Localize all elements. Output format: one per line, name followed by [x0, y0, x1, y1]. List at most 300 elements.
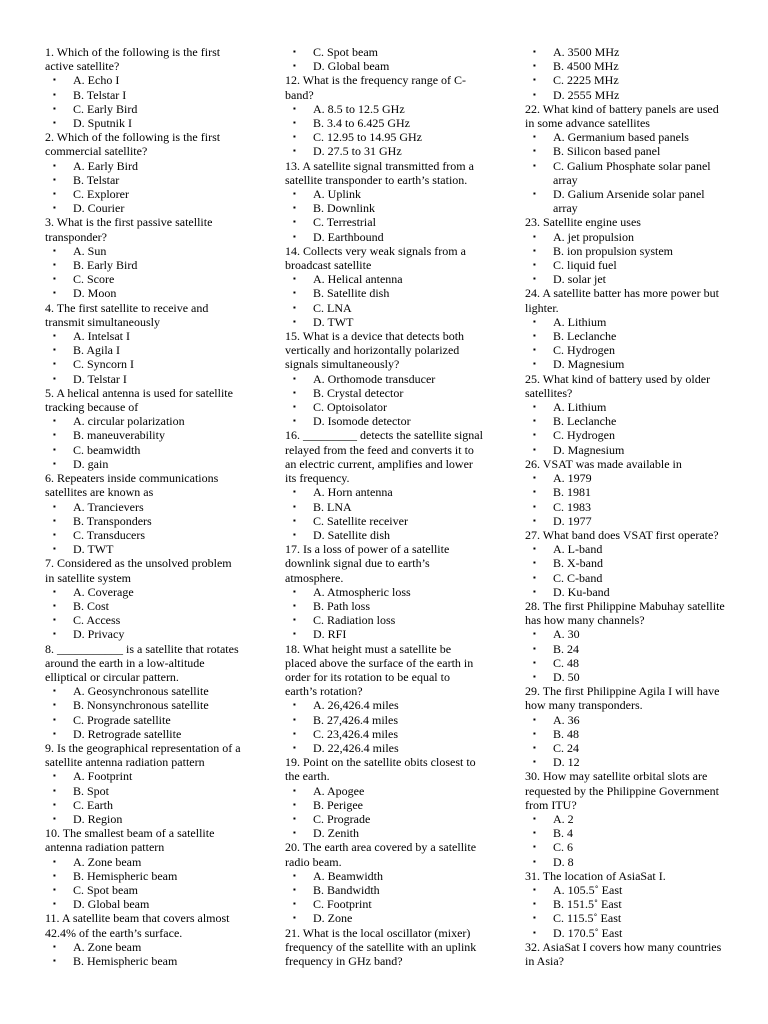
- bullet-square-icon: ▪: [293, 600, 296, 610]
- answer-option: [525, 329, 725, 343]
- question-block: [525, 684, 725, 769]
- answer-option: [45, 428, 243, 442]
- bullet-square-icon: ▪: [293, 813, 296, 823]
- answer-option: [525, 315, 725, 329]
- option-text: C. Hydrogen: [553, 428, 615, 443]
- bullet-square-icon: ▪: [533, 629, 536, 639]
- bullet-square-icon: ▪: [533, 899, 536, 909]
- bullet-square-icon: ▪: [53, 160, 56, 170]
- answer-option: [45, 357, 243, 371]
- answer-option: [45, 713, 243, 727]
- option-text: D. 170.5˚ East: [553, 925, 623, 940]
- option-text: A. 30: [553, 627, 580, 642]
- option-text: A. Sun: [73, 243, 107, 258]
- answer-option: [285, 315, 483, 329]
- option-text: B. 27,426.4 miles: [313, 712, 399, 727]
- option-text: B. 4500 MHz: [553, 59, 619, 74]
- bullet-square-icon: ▪: [53, 714, 56, 724]
- bullet-square-icon: ▪: [293, 714, 296, 724]
- question-block: [45, 215, 243, 300]
- answer-option: [45, 414, 243, 428]
- bullet-square-icon: ▪: [533, 586, 536, 596]
- bullet-square-icon: ▪: [293, 629, 296, 639]
- option-text: B. LNA: [313, 499, 352, 514]
- option-text: A. Geosynchronous satellite: [73, 684, 209, 699]
- answer-option: [525, 45, 725, 59]
- option-text: A. Orthomode transducer: [313, 371, 436, 386]
- answer-option: [45, 542, 243, 556]
- bullet-square-icon: ▪: [533, 402, 536, 412]
- option-text: D. 22,426.4 miles: [313, 740, 399, 755]
- question-block: [525, 45, 725, 102]
- bullet-square-icon: ▪: [53, 260, 56, 270]
- answer-option: [525, 713, 725, 727]
- question-text: 21. What is the local oscillator (mixer) frequency of the satellite with an uplink frequency in GHz band?: [285, 925, 477, 968]
- option-text: A. Lithium: [553, 314, 607, 329]
- answer-option: [525, 897, 725, 911]
- option-text: C. Satellite receiver: [313, 513, 408, 528]
- question-text: 13. A satellite signal transmitted from a satellite transponder to earth’s station.: [285, 158, 474, 187]
- bullet-square-icon: ▪: [53, 529, 56, 539]
- question-text: 24. A satellite batter has more power but lighter.: [525, 286, 719, 315]
- option-text: D. 2555 MHz: [553, 87, 620, 102]
- bullet-square-icon: ▪: [53, 274, 56, 284]
- option-text: B. Cost: [73, 598, 110, 613]
- question-text: 6. Repeaters inside communications satellites are known as: [45, 471, 219, 500]
- option-text: A. Germanium based panels: [553, 130, 689, 145]
- option-text: C. Footprint: [313, 897, 372, 912]
- option-text: C. Explorer: [73, 187, 129, 202]
- bullet-square-icon: ▪: [293, 501, 296, 511]
- bullet-square-icon: ▪: [533, 856, 536, 866]
- question-block: [285, 642, 483, 756]
- option-text: D. 1977: [553, 513, 592, 528]
- option-text: D. Telstar I: [73, 371, 127, 386]
- question-block: [285, 159, 483, 244]
- question-text: 12. What is the frequency range of C-band?: [285, 73, 467, 102]
- answer-option: [285, 798, 483, 812]
- bullet-square-icon: ▪: [53, 444, 56, 454]
- bullet-square-icon: ▪: [533, 47, 536, 56]
- bullet-square-icon: ▪: [53, 899, 56, 909]
- answer-option: [45, 272, 243, 286]
- bullet-square-icon: ▪: [533, 61, 536, 71]
- question-text: 15. What is a device that detects both vertically and horizontally polarized signals simultaneously?: [285, 329, 465, 372]
- option-text: D. Privacy: [73, 627, 125, 642]
- question-text: 7. Considered as the unsolved problem in satellite system: [45, 556, 232, 585]
- answer-option: [45, 883, 243, 897]
- answer-option: [45, 443, 243, 457]
- bullet-square-icon: ▪: [53, 629, 56, 639]
- option-text: A. Lithium: [553, 400, 607, 415]
- option-text: B. Perigee: [313, 797, 363, 812]
- option-text: A. Uplink: [313, 187, 361, 202]
- option-text: D. Magnesium: [553, 357, 625, 372]
- option-text: A. Apogee: [313, 783, 365, 798]
- bullet-square-icon: ▪: [533, 757, 536, 767]
- question-block: [525, 528, 725, 599]
- bullet-square-icon: ▪: [53, 373, 56, 383]
- question-block: [45, 45, 243, 130]
- answer-option: [525, 244, 725, 258]
- option-text: C. Prograde: [313, 811, 371, 826]
- bullet-square-icon: ▪: [533, 132, 536, 142]
- bullet-square-icon: ▪: [533, 146, 536, 156]
- answer-option: [285, 230, 483, 244]
- bullet-square-icon: ▪: [53, 203, 56, 213]
- question-block: [285, 329, 483, 428]
- bullet-square-icon: ▪: [293, 785, 296, 795]
- bullet-square-icon: ▪: [293, 189, 296, 199]
- bullet-square-icon: ▪: [533, 884, 536, 894]
- option-text: C. Hydrogen: [553, 343, 615, 358]
- answer-option: [285, 144, 483, 158]
- bullet-square-icon: ▪: [53, 118, 56, 128]
- option-text: C. Score: [73, 272, 115, 287]
- answer-option: [45, 88, 243, 102]
- bullet-square-icon: ▪: [53, 600, 56, 610]
- answer-option: [45, 372, 243, 386]
- option-text: C. 2225 MHz: [553, 73, 619, 88]
- option-text: A. Trancievers: [73, 499, 144, 514]
- option-text: A. 8.5 to 12.5 GHz: [313, 101, 405, 116]
- answer-option: [45, 187, 243, 201]
- bullet-square-icon: ▪: [533, 544, 536, 554]
- bullet-square-icon: ▪: [533, 75, 536, 85]
- option-text: D. Galium Arsenide solar panel array: [553, 187, 705, 216]
- answer-option: [525, 855, 725, 869]
- answer-option: [525, 670, 725, 684]
- answer-option: [285, 45, 483, 59]
- answer-option: [45, 514, 243, 528]
- answer-option: [525, 230, 725, 244]
- question-text: 28. The first Philippine Mabuhay satellite has how many channels?: [525, 598, 725, 628]
- bullet-square-icon: ▪: [53, 856, 56, 866]
- bullet-square-icon: ▪: [53, 331, 56, 341]
- question-block: [285, 428, 483, 542]
- bullet-square-icon: ▪: [533, 813, 536, 823]
- question-block: [525, 102, 725, 216]
- option-text: D. 8: [553, 854, 574, 869]
- question-block: [285, 926, 483, 969]
- question-block: [285, 45, 483, 73]
- question-block: [45, 826, 243, 911]
- answer-option: [525, 926, 725, 940]
- answer-option: [525, 840, 725, 854]
- bullet-square-icon: ▪: [533, 501, 536, 511]
- option-text: B. 3.4 to 6.425 GHz: [313, 116, 410, 131]
- answer-option: [45, 73, 243, 87]
- option-text: B. Hemispheric beam: [73, 868, 178, 883]
- bullet-square-icon: ▪: [533, 231, 536, 241]
- bullet-square-icon: ▪: [293, 302, 296, 312]
- bullet-square-icon: ▪: [293, 132, 296, 142]
- option-text: A. Echo I: [73, 73, 120, 88]
- question-text: 26. VSAT was made available in: [525, 456, 682, 471]
- option-text: C. 1983: [553, 499, 592, 514]
- answer-option: [525, 59, 725, 73]
- bullet-square-icon: ▪: [533, 572, 536, 582]
- answer-option: [525, 272, 725, 286]
- answer-option: [525, 428, 725, 442]
- option-text: A. 2: [553, 811, 574, 826]
- bullet-square-icon: ▪: [533, 913, 536, 923]
- bullet-square-icon: ▪: [533, 728, 536, 738]
- bullet-square-icon: ▪: [53, 245, 56, 255]
- question-text: 27. What band does VSAT first operate?: [525, 527, 719, 542]
- bullet-square-icon: ▪: [53, 941, 56, 951]
- option-text: B. ion propulsion system: [553, 243, 674, 258]
- answer-option: [525, 485, 725, 499]
- answer-option: [285, 826, 483, 840]
- question-block: [45, 386, 243, 471]
- question-text: 25. What kind of battery used by older satellites?: [525, 371, 711, 400]
- bullet-square-icon: ▪: [293, 615, 296, 625]
- question-text: 22. What kind of battery panels are used in some advance satellites: [525, 101, 719, 131]
- answer-option: [525, 88, 725, 102]
- answer-option: [285, 883, 483, 897]
- question-block: [285, 840, 483, 925]
- bullet-square-icon: ▪: [533, 927, 536, 937]
- bullet-square-icon: ▪: [53, 288, 56, 298]
- option-text: A. Horn antenna: [313, 485, 393, 500]
- option-text: C. Syncorn I: [73, 357, 134, 372]
- option-text: A. L-band: [553, 542, 603, 557]
- bullet-square-icon: ▪: [53, 501, 56, 511]
- option-text: B. Spot: [73, 783, 110, 798]
- answer-option: [285, 613, 483, 627]
- answer-option: [285, 727, 483, 741]
- bullet-square-icon: ▪: [293, 146, 296, 156]
- bullet-square-icon: ▪: [533, 487, 536, 497]
- answer-option: [45, 585, 243, 599]
- option-text: C. beamwidth: [73, 442, 141, 457]
- bullet-square-icon: ▪: [293, 870, 296, 880]
- bullet-square-icon: ▪: [533, 345, 536, 355]
- question-text: 14. Collects very weak signals from a broadcast satellite: [285, 243, 466, 273]
- option-text: B. Agila I: [73, 343, 120, 358]
- option-text: D. Global beam: [73, 897, 150, 912]
- answer-option: [45, 244, 243, 258]
- answer-option: [285, 713, 483, 727]
- question-block: [45, 642, 243, 741]
- answer-option: [525, 258, 725, 272]
- answer-option: [285, 514, 483, 528]
- bullet-square-icon: ▪: [53, 103, 56, 113]
- option-text: B. 48: [553, 726, 580, 741]
- answer-option: [285, 911, 483, 925]
- option-text: D. TWT: [313, 314, 354, 329]
- bullet-square-icon: ▪: [293, 274, 296, 284]
- answer-option: [285, 784, 483, 798]
- option-text: D. Region: [73, 811, 123, 826]
- bullet-square-icon: ▪: [53, 189, 56, 199]
- option-text: C. Spot beam: [313, 45, 378, 59]
- option-text: D. gain: [73, 456, 109, 471]
- answer-option: [525, 187, 725, 215]
- answer-option: [525, 159, 725, 187]
- bullet-square-icon: ▪: [53, 884, 56, 894]
- bullet-square-icon: ▪: [533, 274, 536, 284]
- answer-option: [45, 329, 243, 343]
- answer-option: [525, 357, 725, 371]
- answer-option: [45, 613, 243, 627]
- option-text: D. Retrograde satellite: [73, 726, 182, 741]
- option-text: D. Satellite dish: [313, 527, 390, 542]
- answer-option: [525, 755, 725, 769]
- bullet-square-icon: ▪: [533, 643, 536, 653]
- bullet-square-icon: ▪: [293, 402, 296, 412]
- question-text: 18. What height must a satellite be placed above the surface of the earth in order for its rotation to be equal to earth’s rotation?: [285, 641, 474, 699]
- option-text: B. Telstar: [73, 172, 120, 187]
- bullet-square-icon: ▪: [53, 700, 56, 710]
- option-text: B. Nonsynchronous satellite: [73, 698, 209, 713]
- answer-option: [525, 727, 725, 741]
- option-text: A. 36: [553, 712, 580, 727]
- answer-option: [525, 343, 725, 357]
- answer-option: [525, 911, 725, 925]
- bullet-square-icon: ▪: [293, 203, 296, 213]
- bullet-square-icon: ▪: [53, 586, 56, 596]
- bullet-square-icon: ▪: [293, 487, 296, 497]
- bullet-square-icon: ▪: [293, 586, 296, 596]
- option-text: D. 12: [553, 755, 580, 770]
- question-text: 30. How may satellite orbital slots are requested by the Philippine Government from ITU?: [525, 769, 719, 812]
- answer-option: [525, 514, 725, 528]
- option-text: C. 48: [553, 655, 580, 670]
- option-text: B. Transponders: [73, 513, 152, 528]
- option-text: D. Earthbound: [313, 229, 384, 244]
- bullet-square-icon: ▪: [533, 714, 536, 724]
- question-text: 9. Is the geographical representation of a satellite antenna radiation pattern: [45, 740, 241, 770]
- bullet-square-icon: ▪: [53, 359, 56, 369]
- question-text: 5. A helical antenna is used for satellite tracking because of: [45, 385, 233, 415]
- bullet-square-icon: ▪: [293, 103, 296, 113]
- option-text: D. Moon: [73, 286, 117, 301]
- bullet-square-icon: ▪: [293, 47, 296, 56]
- answer-option: [285, 485, 483, 499]
- option-text: D. Isomode detector: [313, 414, 411, 429]
- bullet-square-icon: ▪: [293, 700, 296, 710]
- option-text: D. Sputnik I: [73, 116, 133, 131]
- option-text: C. Radiation loss: [313, 613, 396, 628]
- question-text: 17. Is a loss of power of a satellite downlink signal due to earth’s atmosphere.: [285, 542, 450, 585]
- option-text: D. Courier: [73, 201, 125, 216]
- answer-option: [285, 116, 483, 130]
- answer-option: [525, 883, 725, 897]
- column-3: [525, 45, 725, 968]
- question-block: [525, 215, 725, 286]
- option-text: B. Telstar I: [73, 87, 127, 102]
- option-text: C. Early Bird: [73, 101, 138, 116]
- answer-option: [285, 627, 483, 641]
- option-text: C. Earth: [73, 797, 113, 812]
- option-text: A. 1979: [553, 471, 592, 486]
- answer-option: [45, 457, 243, 471]
- question-text: 10. The smallest beam of a satellite antenna radiation pattern: [45, 826, 215, 855]
- answer-option: [525, 812, 725, 826]
- answer-option: [45, 698, 243, 712]
- option-text: B. Crystal detector: [313, 385, 404, 400]
- bullet-square-icon: ▪: [53, 75, 56, 85]
- option-text: D. Magnesium: [553, 442, 625, 457]
- question-block: [45, 741, 243, 826]
- option-text: D. Zone: [313, 911, 353, 926]
- bullet-square-icon: ▪: [293, 529, 296, 539]
- option-text: C. C-band: [553, 570, 603, 585]
- option-text: A. Coverage: [73, 584, 134, 599]
- answer-option: [285, 400, 483, 414]
- bullet-square-icon: ▪: [533, 657, 536, 667]
- answer-option: [45, 500, 243, 514]
- question-text: 8. ___________ is a satellite that rotates around the earth in a low-altitude elliptical or circular pattern.: [45, 641, 239, 684]
- bullet-square-icon: ▪: [293, 373, 296, 383]
- option-text: C. 6: [553, 840, 574, 855]
- question-block: [285, 244, 483, 329]
- question-block: [525, 869, 725, 940]
- answer-option: [45, 159, 243, 173]
- bullet-square-icon: ▪: [533, 473, 536, 483]
- option-text: D. 27.5 to 31 GHz: [313, 144, 402, 159]
- bullet-square-icon: ▪: [293, 387, 296, 397]
- question-block: [45, 911, 243, 968]
- question-text: 19. Point on the satellite obits closest to the earth.: [285, 755, 476, 784]
- option-text: A. Early Bird: [73, 158, 138, 173]
- bullet-square-icon: ▪: [53, 430, 56, 440]
- option-text: A. 3500 MHz: [553, 45, 620, 59]
- answer-option: [525, 73, 725, 87]
- option-text: D. Zenith: [313, 826, 359, 841]
- bullet-square-icon: ▪: [53, 345, 56, 355]
- option-text: B. Leclanche: [553, 329, 617, 344]
- answer-option: [525, 414, 725, 428]
- answer-option: [45, 102, 243, 116]
- answer-option: [525, 542, 725, 556]
- answer-option: [45, 812, 243, 826]
- answer-option: [285, 698, 483, 712]
- question-block: [45, 556, 243, 641]
- bullet-square-icon: ▪: [53, 870, 56, 880]
- bullet-square-icon: ▪: [53, 89, 56, 99]
- answer-option: [285, 585, 483, 599]
- question-text: 20. The earth area covered by a satellite radio beam.: [285, 840, 477, 869]
- option-text: D. Global beam: [313, 59, 390, 74]
- option-text: A. 105.5˚ East: [553, 882, 623, 897]
- bullet-square-icon: ▪: [533, 430, 536, 440]
- option-text: B. X-band: [553, 556, 603, 571]
- answer-option: [525, 500, 725, 514]
- option-text: C. Galium Phosphate solar panel array: [553, 158, 711, 187]
- bullet-square-icon: ▪: [53, 813, 56, 823]
- question-text: 23. Satellite engine uses: [525, 215, 641, 230]
- answer-option: [45, 528, 243, 542]
- option-text: B. Leclanche: [553, 414, 617, 429]
- option-text: A. circular polarization: [73, 414, 185, 429]
- answer-option: [45, 684, 243, 698]
- bullet-square-icon: ▪: [53, 174, 56, 184]
- option-text: C. Transducers: [73, 527, 146, 542]
- bullet-square-icon: ▪: [53, 728, 56, 738]
- option-text: D. solar jet: [553, 272, 606, 287]
- answer-option: [285, 741, 483, 755]
- answer-option: [285, 528, 483, 542]
- option-text: B. Silicon based panel: [553, 144, 661, 159]
- question-block: [285, 755, 483, 840]
- option-text: A. Intelsat I: [73, 329, 130, 344]
- option-text: C. 12.95 to 14.95 GHz: [313, 130, 422, 145]
- bullet-square-icon: ▪: [53, 771, 56, 781]
- question-text: 29. The first Philippine Agila I will have how many transponders.: [525, 684, 720, 713]
